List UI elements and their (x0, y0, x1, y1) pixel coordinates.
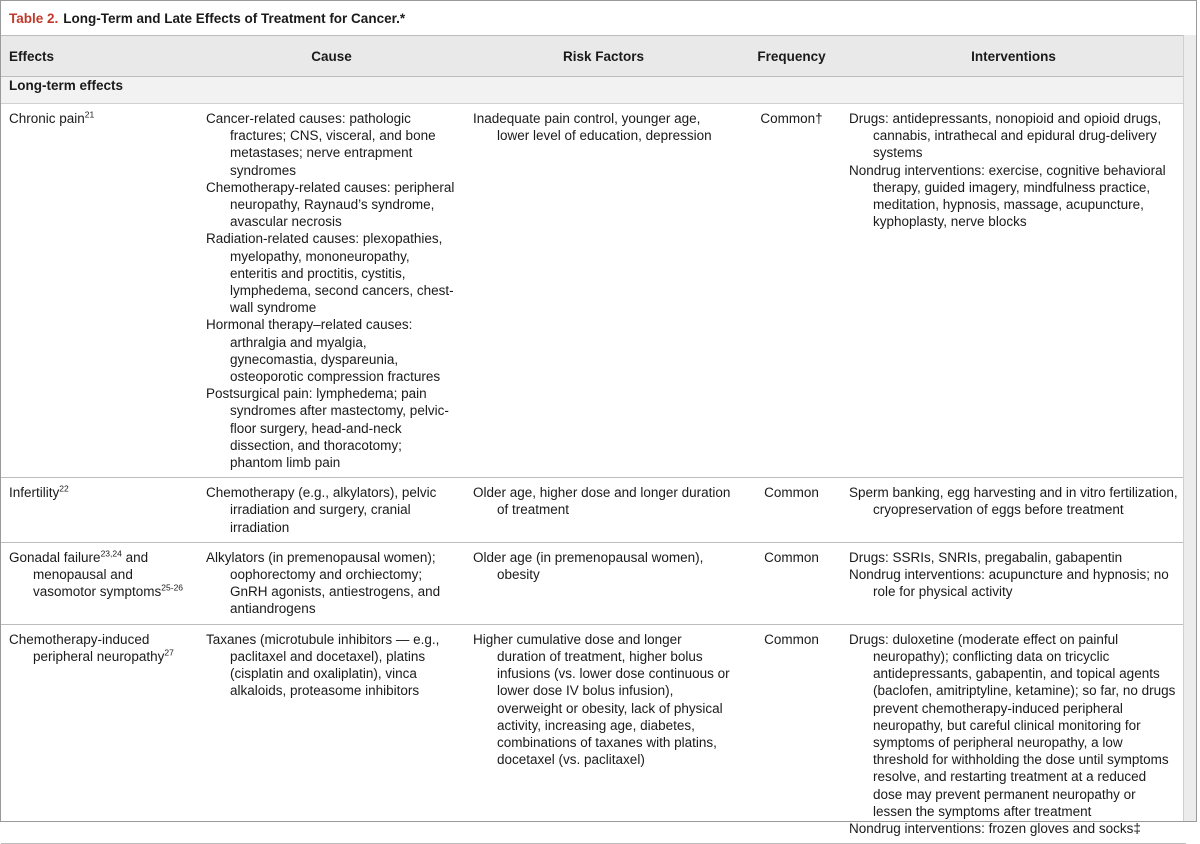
reference-superscript: 25-26 (161, 582, 184, 593)
intervention-item: Sperm banking, egg harvesting and in vitro fertilization, cryopreservation of eggs before treatment (849, 485, 1178, 518)
intervention-item: Drugs: SSRIs, SNRIs, pregabalin, gabapentin (849, 549, 1123, 565)
risk-item: Older age (in premenopausal women), obesity (473, 549, 704, 583)
effect-text-part: Chronic pain (9, 111, 85, 126)
reference-superscript: 21 (84, 109, 95, 120)
risk-cell (465, 542, 742, 624)
intervention-item: Nondrug interventions: acupuncture and hypnosis; no role for physical activity (849, 567, 1169, 600)
reference-superscript: 27 (164, 647, 174, 658)
table-title (1, 1, 1196, 36)
intervention-item: Drugs: duloxetine (moderate effect on painful neuropathy); conflicting data on tricyclic antidepressants, gabapentin, and topical agents (baclofen, amitriptyline, ketamine); so far, no drugs prevent chemotherapy-induced peripheral neuropathy, but careful clinical monitoring for symptoms of peripheral neuropathy, a low threshold for withholding the dose until symptoms resolve, and restarting treatment at a reduced dose may prevent permanent neuropathy or lessen the symptoms after treatment (849, 631, 1176, 819)
table-caption: Long-Term and Late Effects of Treatment for Cancer.* (63, 10, 406, 26)
effect-text (9, 549, 190, 601)
cause-cell (198, 478, 465, 543)
interventions-cell (841, 478, 1186, 543)
header-interventions: Interventions (841, 36, 1186, 77)
risk-cell (465, 624, 742, 843)
frequency-cell: Common (742, 478, 841, 543)
header-risk-factors: Risk Factors (465, 36, 742, 77)
intervention-item: Nondrug interventions: frozen gloves and socks‡ (849, 820, 1141, 836)
cause-item: Postsurgical pain: lymphedema; pain syndromes after mastectomy, pelvic-floor surgery, head-and-neck dissection, and thoracotomy; phantom limb pain (206, 386, 449, 471)
table-row (1, 542, 1186, 624)
effect-text (9, 110, 190, 127)
cause-item: Chemotherapy (e.g., alkylators), pelvic irradiation and surgery, cranial irradiation (206, 485, 437, 535)
reference-superscript: 22 (59, 483, 69, 494)
intervention-item: Drugs: antidepressants, nonopioid and opioid drugs, cannabis, intrathecal and epidural drug-delivery systems (849, 111, 1162, 161)
cause-item: Radiation-related causes: plexopathies, myelopathy, mononeuropathy, enteritis and proctitis, cystitis, lymphedema, second cancers, chest-wall syndrome (206, 231, 454, 316)
section-label: Long-term effects (1, 77, 1186, 104)
risk-item: Older age, higher dose and longer duration of treatment (473, 485, 731, 518)
cause-cell (198, 624, 465, 843)
cause-item: Alkylators (in premenopausal women); oophorectomy and orchiectomy; GnRH agonists, antiestrogens, and antiandrogens (206, 549, 441, 617)
header-effects: Effects (1, 36, 198, 77)
interventions-cell (841, 104, 1186, 478)
effect-text (9, 631, 190, 665)
effect-cell (1, 542, 198, 624)
section-row (1, 77, 1186, 104)
effects-table (1, 36, 1186, 844)
header-row (1, 36, 1186, 77)
table-row (1, 478, 1186, 543)
frequency-cell: Common (742, 624, 841, 843)
cause-item: Hormonal therapy–related causes: arthralgia and myalgia, gynecomastia, dyspareunia, osteoporotic compression fractures (206, 317, 441, 385)
risk-cell (465, 104, 742, 478)
table-row (1, 104, 1186, 478)
frequency-cell: Common (742, 542, 841, 624)
reference-superscript: 23,24 (100, 548, 122, 559)
effect-cell (1, 104, 198, 478)
table-number: Table 2. (9, 10, 59, 26)
effect-text (9, 484, 190, 501)
effect-text-part: Infertility (9, 485, 60, 501)
effect-cell (1, 478, 198, 543)
effect-text-part: and menopausal and vasomotor symptoms (33, 549, 162, 600)
scrollbar[interactable] (1183, 35, 1196, 821)
cause-item: Cancer-related causes: pathologic fractures; CNS, visceral, and bone metastases; nerve entrapment syndromes (206, 111, 436, 178)
effect-text-part: Gonadal failure (9, 549, 101, 565)
interventions-cell (841, 542, 1186, 624)
header-frequency: Frequency (742, 36, 841, 77)
effect-text-part: Chemotherapy-induced peripheral neuropathy (9, 631, 165, 664)
risk-item: Inadequate pain control, younger age, lower level of education, depression (473, 111, 712, 144)
risk-cell (465, 478, 742, 543)
cause-item: Chemotherapy-related causes: peripheral neuropathy, Raynaud’s syndrome, avascular necrosis (206, 179, 455, 230)
frequency-cell: Common† (742, 104, 841, 478)
cause-item: Taxanes (microtubule inhibitors — e.g., paclitaxel and docetaxel), platins (cisplatin and oxaliplatin), vinca alkaloids, proteasome inhibitors (206, 631, 440, 699)
cause-cell (198, 104, 465, 478)
interventions-cell (841, 624, 1186, 843)
risk-item: Higher cumulative dose and longer duration of treatment, higher bolus infusions (vs. lower dose continuous or lower dose IV bolus infusion), overweight or obesity, lack of physical activity, increasing age, diabetes, combinations of taxanes with platins, docetaxel (vs. paclitaxel) (473, 631, 730, 768)
intervention-item: Nondrug interventions: exercise, cognitive behavioral therapy, guided imagery, mindfulness practice, meditation, hypnosis, massage, acupuncture, kyphoplasty, nerve blocks (849, 162, 1166, 230)
table-row (1, 624, 1186, 843)
effect-cell (1, 624, 198, 843)
header-cause: Cause (198, 36, 465, 77)
cause-cell (198, 542, 465, 624)
